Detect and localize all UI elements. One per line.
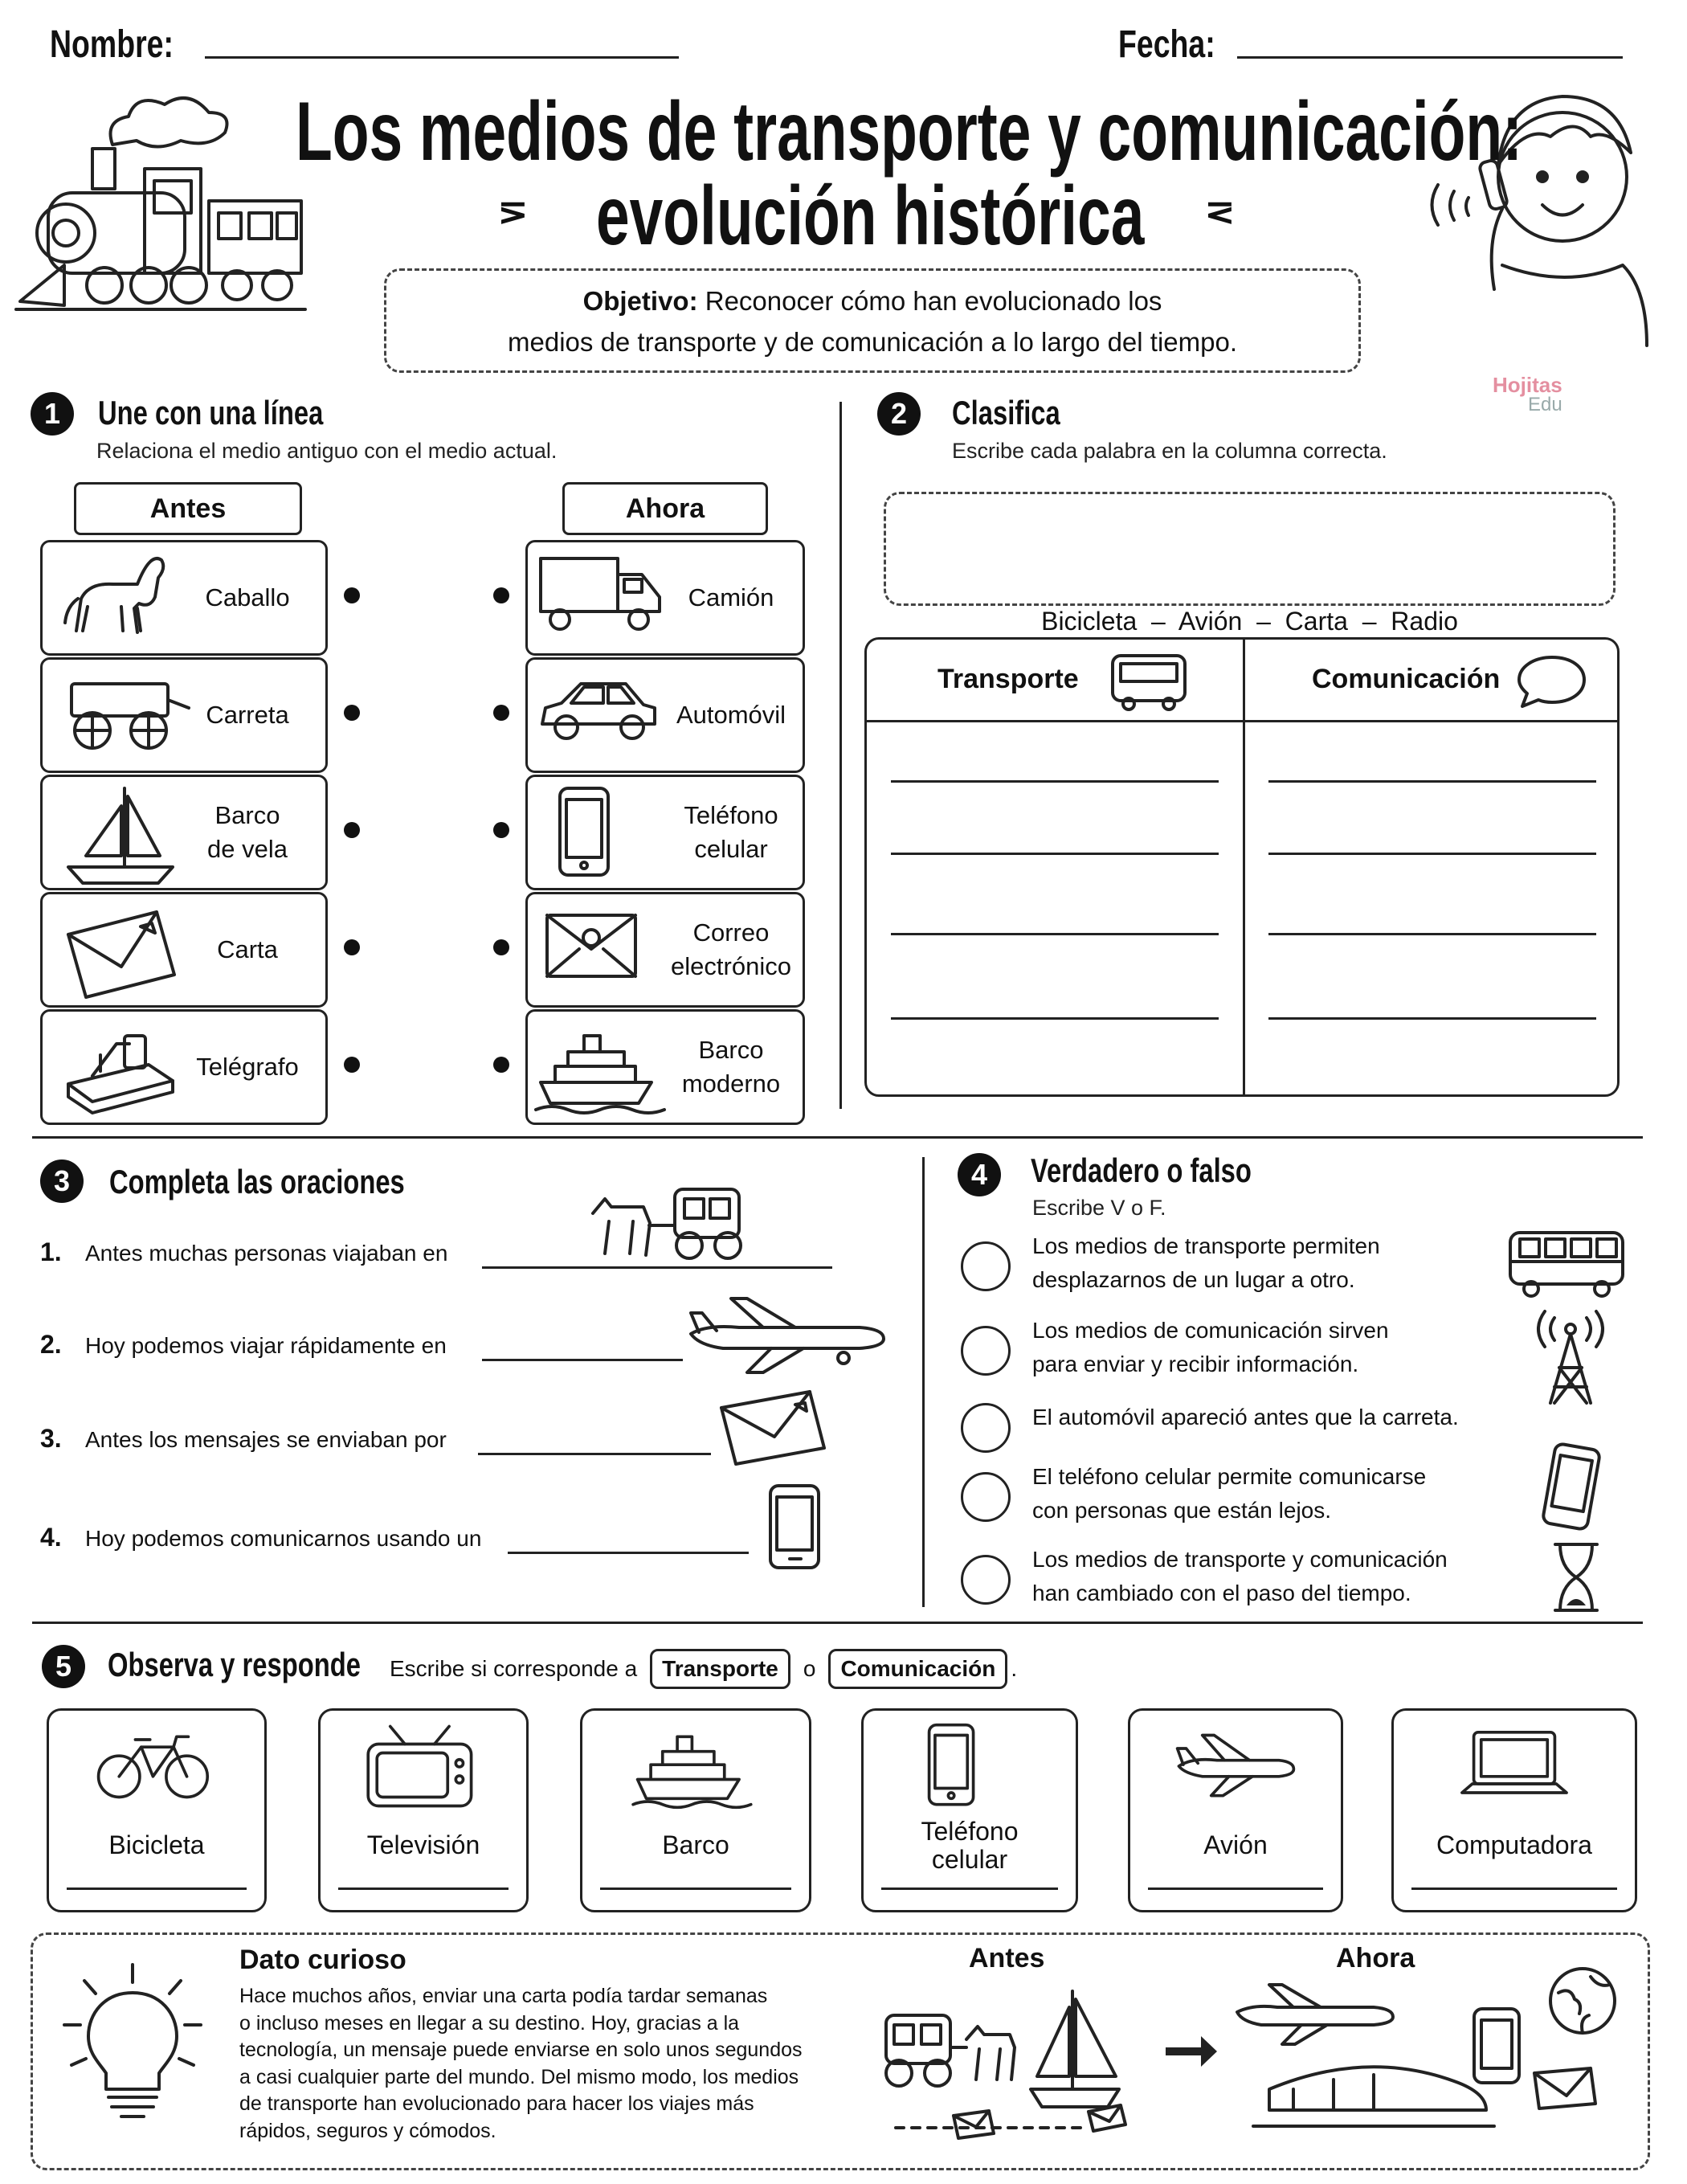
tag-transporte: Transporte xyxy=(650,1649,790,1689)
match-dot-left[interactable] xyxy=(344,822,360,838)
title-line-1: Los medios de transporte y comunicación: xyxy=(296,85,1523,178)
car-icon xyxy=(536,668,664,764)
tag-end: . xyxy=(1011,1656,1018,1681)
comunicacion-answer-line[interactable] xyxy=(1268,780,1596,783)
arrow-right-icon xyxy=(1162,2031,1219,2072)
fact-title: Dato curioso xyxy=(239,1945,406,1975)
statement-line-2: han cambiado con el paso del tiempo. xyxy=(1032,1581,1411,1605)
observe-card-label: Computadora xyxy=(1436,1830,1592,1860)
section-1-instruction: Relaciona el medio antiguo con el medio actual. xyxy=(96,439,558,463)
observe-card xyxy=(47,1708,267,1912)
tag-connector: o xyxy=(803,1656,816,1681)
observe-card xyxy=(580,1708,811,1912)
match-dot-left[interactable] xyxy=(344,1057,360,1073)
bus-icon xyxy=(1109,651,1190,712)
hourglass-icon xyxy=(1552,1541,1600,1613)
envelope-icon xyxy=(717,1389,829,1469)
transporte-column-header: Transporte xyxy=(937,664,1079,694)
telegraph-icon xyxy=(60,1020,181,1116)
fact-text-line: de transporte han evolucionado para hacer los viajes más xyxy=(239,2092,754,2115)
fact-text-line: rápidos, seguros y cómodos. xyxy=(239,2119,496,2142)
comunicacion-answer-line[interactable] xyxy=(1268,1017,1596,1020)
sentence-number: 3. xyxy=(40,1424,62,1453)
section-2-instruction: Escribe cada palabra en la columna correcta. xyxy=(952,439,1387,463)
antes-card xyxy=(40,540,328,656)
ahora-card xyxy=(525,1009,805,1125)
comunicacion-answer-line[interactable] xyxy=(1268,933,1596,935)
match-dot-left[interactable] xyxy=(344,705,360,721)
observe-card xyxy=(318,1708,529,1912)
antes-card-label: Telégrafo xyxy=(196,1053,299,1082)
ahora-card-label: Automóvil xyxy=(676,701,786,730)
sentence-number: 1. xyxy=(40,1237,62,1266)
fact-text xyxy=(239,1983,803,2145)
ahora-card xyxy=(525,775,805,890)
bicycle-icon xyxy=(88,1722,225,1810)
date-field[interactable] xyxy=(1237,56,1623,59)
statement-line-2: desplazarnos de un lugar a otro. xyxy=(1032,1267,1355,1292)
word-bank xyxy=(884,492,1616,636)
divider-lower xyxy=(32,1622,1643,1624)
email-icon xyxy=(536,902,664,999)
antenna-tower-icon xyxy=(1530,1310,1611,1406)
section-1-number: 1 xyxy=(31,392,74,436)
objective-label: Objetivo: xyxy=(582,286,698,316)
match-dot-right[interactable] xyxy=(493,1057,509,1073)
objective-text-1: Reconocer cómo han evolucionado los xyxy=(705,286,1162,316)
sentence-text: Hoy podemos comunicarnos usando un xyxy=(85,1526,482,1551)
bus-icon xyxy=(1507,1228,1628,1300)
observe-card-label: Barco xyxy=(662,1830,729,1860)
statement-line-1: Los medios de transporte permiten xyxy=(1032,1233,1380,1258)
fact-text-line: o incluso meses en llegar a su destino. Hoy, gracias a la xyxy=(239,2011,740,2035)
observe-answer-line[interactable] xyxy=(600,1887,791,1890)
word-bank-line-1: Bicicleta – Avión – Carta – Radio xyxy=(1041,607,1458,636)
section-2-number: 2 xyxy=(877,392,921,436)
ahora-card xyxy=(525,540,805,656)
section-3-number: 3 xyxy=(40,1159,84,1203)
cart-icon xyxy=(60,668,181,764)
sailboat-icon xyxy=(60,785,181,881)
ship-icon xyxy=(536,1020,664,1116)
truck-icon xyxy=(536,550,664,647)
section-3-title: Completa las oraciones xyxy=(109,1163,405,1200)
name-field[interactable] xyxy=(205,56,679,59)
sentence-text: Hoy podemos viajar rápidamente en xyxy=(85,1333,447,1358)
observe-answer-line[interactable] xyxy=(67,1887,247,1890)
observe-card-label: Bicicleta xyxy=(108,1830,205,1860)
airplane-icon xyxy=(683,1295,892,1376)
tag-comunicacion: Comunicación xyxy=(828,1649,1007,1689)
statement-line-1: Los medios de transporte y comunicación xyxy=(1032,1547,1448,1572)
name-label: Nombre: xyxy=(50,23,174,66)
true-false-answer-circle[interactable] xyxy=(961,1326,1011,1376)
divider-top xyxy=(839,402,842,1109)
fact-before-label: Antes xyxy=(969,1943,1045,1973)
transporte-answer-line[interactable] xyxy=(891,1017,1219,1020)
date-label: Fecha: xyxy=(1118,23,1215,66)
transporte-answer-line[interactable] xyxy=(891,853,1219,855)
antes-card-label: Barco de vela xyxy=(207,801,288,863)
statement-line-1: Los medios de comunicación sirven xyxy=(1032,1318,1389,1343)
match-dot-left[interactable] xyxy=(344,587,360,603)
antes-header xyxy=(74,482,302,535)
statement-line-2: con personas que están lejos. xyxy=(1032,1498,1332,1523)
sentence-answer-line[interactable] xyxy=(482,1359,683,1361)
sentence-text: Antes los mensajes se enviaban por xyxy=(85,1427,447,1452)
classify-table xyxy=(864,637,1620,1097)
ahora-card-label: Correo electrónico xyxy=(671,918,791,980)
true-false-answer-circle[interactable] xyxy=(961,1241,1011,1291)
ahora-card-label: Barco moderno xyxy=(681,1036,781,1098)
true-false-answer-circle[interactable] xyxy=(961,1472,1011,1522)
objective-box xyxy=(384,268,1361,373)
comunicacion-answer-line[interactable] xyxy=(1268,853,1596,855)
horse-icon xyxy=(60,550,181,647)
fact-text-line: tecnología, un mensaje puede enviarse en solo unos segundos xyxy=(239,2039,803,2061)
section-4-instruction: Escribe V o F. xyxy=(1032,1196,1166,1220)
antes-card xyxy=(40,657,328,773)
phone-icon xyxy=(901,1722,1038,1810)
sentence-text: Antes muchas personas viajaban en xyxy=(85,1241,448,1266)
match-dot-left[interactable] xyxy=(344,939,360,955)
tv-icon xyxy=(355,1722,492,1810)
laptop-icon xyxy=(1446,1722,1583,1810)
ahora-header-label: Ahora xyxy=(625,493,705,524)
fact-text-line: a casi cualquier parte del mundo. Del mismo modo, los medios xyxy=(239,2065,799,2088)
ahora-card xyxy=(525,892,805,1008)
observe-card xyxy=(1391,1708,1637,1912)
antes-card xyxy=(40,775,328,890)
section-4-title: Verdadero o falso xyxy=(1031,1151,1252,1189)
statement-line-2: para enviar y recibir información. xyxy=(1032,1352,1359,1376)
horse-carriage-icon xyxy=(585,1181,754,1262)
smartphone-icon xyxy=(1541,1443,1605,1533)
match-dot-right[interactable] xyxy=(493,587,509,603)
title-decoration-left: ⋝ xyxy=(498,192,528,231)
fact-now-label: Ahora xyxy=(1336,1943,1415,1973)
antes-card-label: Carta xyxy=(217,935,278,964)
airplane-icon xyxy=(1167,1722,1304,1810)
objective-text-2: medios de transporte y de comunicación a lo largo del tiempo. xyxy=(508,327,1237,358)
section-2-title: Clasifica xyxy=(952,394,1060,431)
observe-answer-line[interactable] xyxy=(1411,1887,1617,1890)
statement-line-1: El teléfono celular permite comunicarse xyxy=(1032,1464,1427,1489)
phone-icon xyxy=(536,785,664,881)
section-5-title: Observa y responde xyxy=(108,1646,361,1683)
sentence-answer-line[interactable] xyxy=(482,1266,832,1269)
sentence-number: 2. xyxy=(40,1330,62,1359)
observe-answer-line[interactable] xyxy=(338,1887,509,1890)
transporte-answer-line[interactable] xyxy=(891,780,1219,783)
observe-card xyxy=(1128,1708,1343,1912)
ahora-header xyxy=(562,482,768,535)
observe-card-label: Avión xyxy=(1203,1830,1268,1860)
observe-card-label: Televisión xyxy=(366,1830,480,1860)
smartphone-icon xyxy=(767,1483,823,1571)
carriage-sailboat-icon xyxy=(880,1983,1145,2144)
lightbulb-icon xyxy=(60,1961,205,2121)
statement-line-1: El automóvil apareció antes que la carreta. xyxy=(1032,1405,1459,1429)
title-decoration-right: ⋜ xyxy=(1205,192,1235,231)
comunicacion-column-header: Comunicación xyxy=(1312,664,1501,694)
section-4-number: 4 xyxy=(958,1153,1001,1196)
section-5-instruction-row xyxy=(390,1649,1017,1689)
fact-text-line: Hace muchos años, enviar una carta podía tardar semanas xyxy=(239,1985,768,2007)
divider-bottom xyxy=(922,1157,925,1607)
match-dot-right[interactable] xyxy=(493,705,509,721)
transporte-answer-line[interactable] xyxy=(891,933,1219,935)
true-false-answer-circle[interactable] xyxy=(961,1555,1011,1605)
antes-header-label: Antes xyxy=(149,493,227,524)
section-5-instruction: Escribe si corresponde a xyxy=(390,1656,638,1681)
speech-bubble-icon xyxy=(1516,652,1588,709)
antes-card xyxy=(40,1009,328,1125)
plane-train-phone-globe-icon xyxy=(1229,1961,1623,2137)
antes-card-label: Caballo xyxy=(205,583,290,612)
sentence-answer-line[interactable] xyxy=(508,1552,749,1554)
sentence-number: 4. xyxy=(40,1523,62,1552)
true-false-answer-circle[interactable] xyxy=(961,1403,1011,1453)
ahora-card-label: Teléfono celular xyxy=(684,801,778,863)
section-1-title: Une con una línea xyxy=(98,394,324,431)
observe-card xyxy=(861,1708,1078,1912)
ahora-card-label: Camión xyxy=(688,583,774,612)
brand-logo xyxy=(1493,374,1562,415)
brand-bottom: Edu xyxy=(1527,394,1562,415)
match-dot-right[interactable] xyxy=(493,822,509,838)
brand-top: Hojitas xyxy=(1493,373,1562,397)
ship-icon xyxy=(627,1722,764,1810)
observe-answer-line[interactable] xyxy=(1148,1887,1323,1890)
title-line-2: evolución histórica xyxy=(596,170,1145,263)
antes-card-label: Carreta xyxy=(206,701,289,730)
letter-icon xyxy=(60,902,181,999)
antes-card xyxy=(40,892,328,1008)
divider-middle xyxy=(32,1136,1643,1139)
ahora-card xyxy=(525,657,805,773)
observe-card-label: Teléfono celular xyxy=(921,1816,1019,1874)
sentence-answer-line[interactable] xyxy=(478,1453,711,1455)
match-dot-right[interactable] xyxy=(493,939,509,955)
observe-answer-line[interactable] xyxy=(881,1887,1058,1890)
section-5-number: 5 xyxy=(42,1645,85,1688)
train-icon xyxy=(16,80,305,321)
